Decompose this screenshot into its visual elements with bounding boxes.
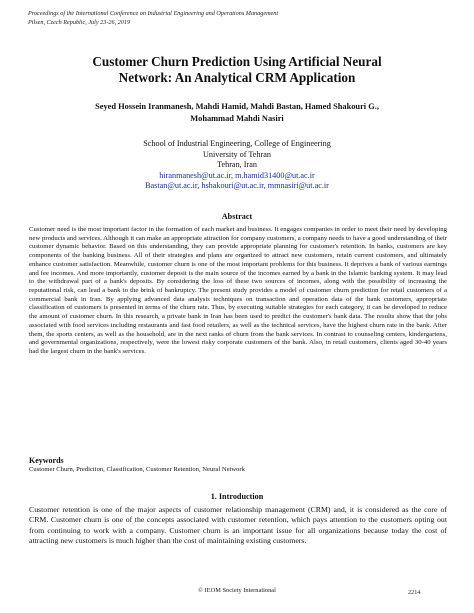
authors-line-1: Seyed Hossein Iranmanesh, Mahdi Hamid, Mahdi Bastan, Hamed Shakouri G., xyxy=(95,102,379,111)
page-number: 2214 xyxy=(408,589,421,596)
abstract-text: Customer need is the most important factor in the formation of each market and business. It engages companies in order to meet their need by developing new products and services. Although it can make an appropriate attraction for company customers, a company needs to have a good understanding of their customer dynamic behavior. Based on this understanding, they can provide appropriate planning for customer's retention. In banks, customers are key components of the banking business. All of their strategies and plans are organized to attract new customers, retain current customers, and ultimately enhance customer satisfaction. Meanwhile, customer churn is one of the most important problems for this business. It deprives a bank of various earnings and fee incomes. And more importantly, customer deposit is the main source of the incomes earned by a bank in the Islamic banking system. It may lead to the withdrawal part of a bank's deposits. By considering the loss of these two sources of incomes, along with the possibility of increasing the reputational risk, can lead a bank to the brink of bankruptcy. The present study provides a model of customer churn prediction for retail customers of a commercial bank in Iran. By applying advanced data analysis techniques on transaction and operation data of the bank customers, appropriate classification of customers is presented in terms of the churn rate. Thus, by executing suitable strategies for each category, it can be developed to reduce the amount of customer churn. In this research, a private bank in Iran has been used to predict the customer's bank data. The results show that the jobs associated with food services including restaurants and fast food retailers, as well as the technical services, have the highest churn rate in the bank. After them, the sports centers, as well as the household, are in the next ranks of churn from the bank services. In contrast to counseling centers, kindergartens, and governmental organizations, respectively, were the lowest risky corporate customers of the bank. Also, in retail customers, clients aged 30-40 years had the largest churn in the bank's services. xyxy=(29,226,447,356)
keywords-text: Customer Churn, Prediction, Classification, Customer Retention, Neural Network xyxy=(29,466,245,473)
affiliation-university: University of Tehran xyxy=(203,149,271,159)
introduction-heading: 1. Introduction xyxy=(210,492,264,501)
title-line-2: Network: An Analytical CRM Application xyxy=(118,69,356,85)
author-list xyxy=(30,101,444,124)
author-emails-2[interactable]: Bastan@ut.ac.ir, hshakouri@ut.ac.ir, mmnasiri@ut.ac.ir xyxy=(145,181,329,191)
affiliation-city: Tehran, Iran xyxy=(217,160,257,170)
title-line-1: Customer Churn Prediction Using Artificial Neural xyxy=(92,54,382,69)
author-emails-1[interactable]: hiranmanesh@ut.ac.ir, m.hamid31400@ut.ac.ir xyxy=(159,170,315,180)
keywords-heading: Keywords xyxy=(29,456,64,465)
header-conference: Proceedings of the International Conference on Industrial Engineering and Operations Management xyxy=(28,10,279,17)
introduction-text: Customer retention is one of the major aspects of customer relationship management (CRM) and, it is considered as the core of CRM. Customer churn is one of the concepts associated with customer retention, which pays attention to the customers opting out from continuing to work with a company. Customer churn is an important issue for all organizations because today the cost of attracting new customers is much higher than the cost of maintaining existing customers. xyxy=(29,505,447,546)
running-header xyxy=(28,10,448,27)
paper-title xyxy=(20,54,454,85)
authors-line-2: Mohammad Mahdi Nasiri xyxy=(190,113,284,123)
affiliation-school: School of Industrial Engineering, College of Engineering xyxy=(143,139,331,148)
affiliation-block xyxy=(60,139,414,192)
copyright-footer: © IEOM Society International xyxy=(198,587,276,594)
abstract-heading: Abstract xyxy=(221,212,253,221)
header-location: Pilsen, Czech Republic, July 23-26, 2019 xyxy=(28,18,131,26)
